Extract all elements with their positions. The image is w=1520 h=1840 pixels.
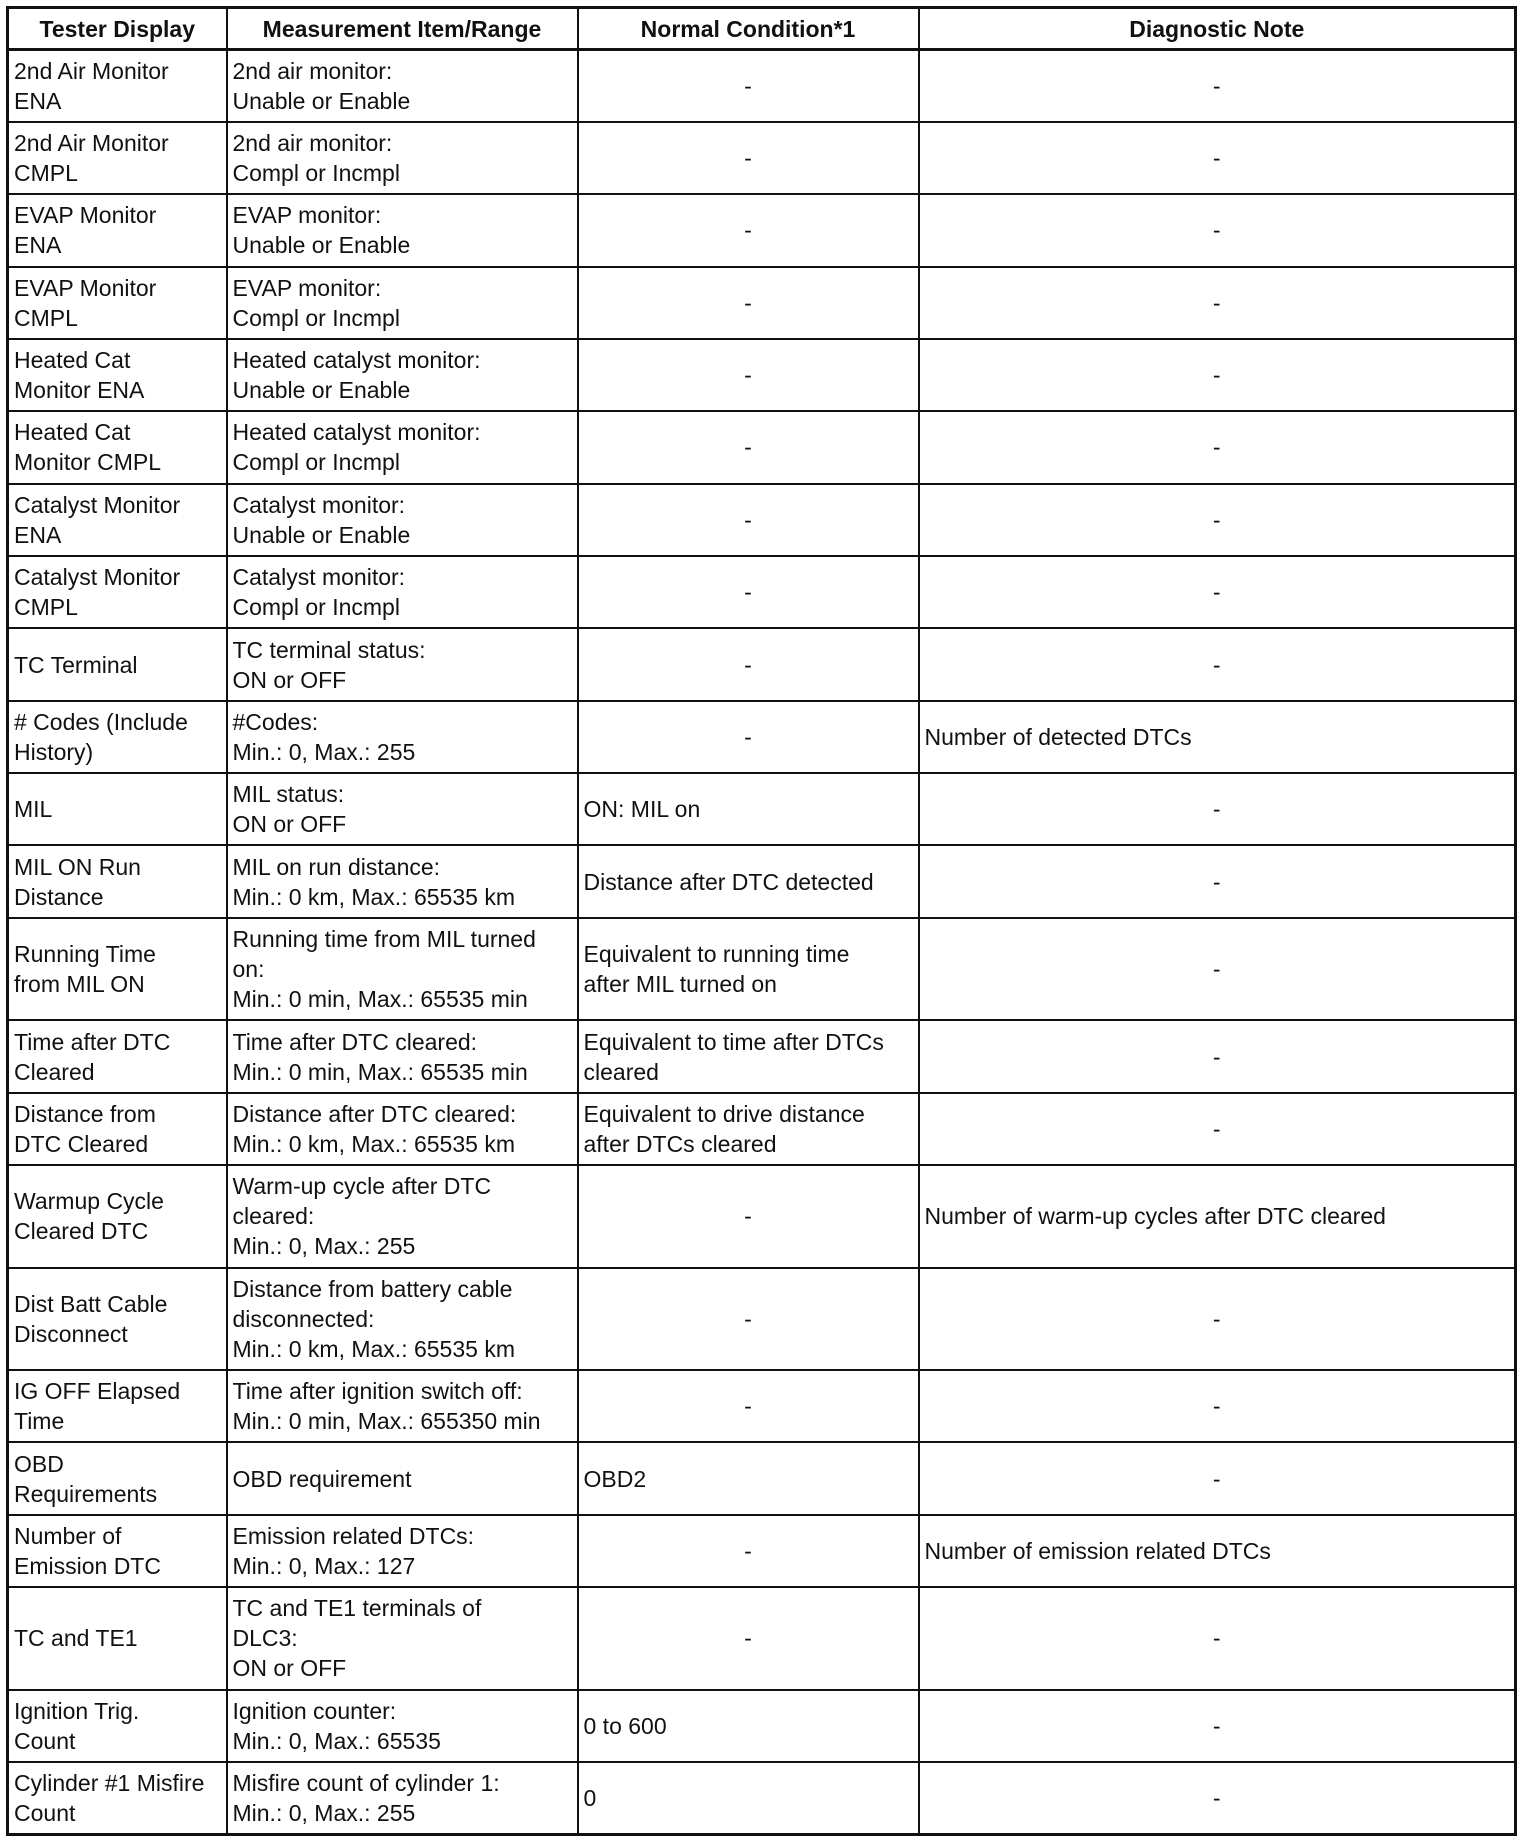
tester-display-cell bbox=[8, 1165, 227, 1268]
cell-text-line: IG OFF Elapsed bbox=[14, 1378, 181, 1405]
cell-text-line: - bbox=[744, 579, 752, 606]
cell-text-line: cleared bbox=[583, 1058, 659, 1085]
cell-text-line: EVAP Monitor bbox=[14, 274, 157, 301]
normal-condition-cell bbox=[578, 1020, 919, 1092]
cell-text-line: Unable or Enable bbox=[232, 87, 411, 114]
cell-text-line: Time after DTC bbox=[14, 1028, 171, 1055]
cell-text-line: Unable or Enable bbox=[232, 377, 411, 404]
cell-text-line: TC and TE1 terminals of bbox=[232, 1595, 482, 1622]
diagnostic-note-cell bbox=[919, 918, 1516, 1021]
diagnostic-note-cell bbox=[919, 484, 1516, 556]
tester-display-cell bbox=[8, 411, 227, 483]
cell-text-line: Min.: 0, Max.: 127 bbox=[232, 1552, 416, 1579]
cell-text-line: - bbox=[744, 289, 752, 316]
table-row bbox=[8, 50, 1516, 122]
cell-text-line: Unable or Enable bbox=[232, 521, 411, 548]
table-row bbox=[8, 1442, 1516, 1514]
normal-condition-cell bbox=[578, 1587, 919, 1690]
diagnostic-note-cell bbox=[919, 1690, 1516, 1762]
cell-text-line: TC terminal status: bbox=[232, 636, 426, 663]
measurement-range-cell bbox=[227, 918, 578, 1021]
header-tester-display: Tester Display bbox=[8, 8, 227, 50]
cell-text-line: Misfire count of cylinder 1: bbox=[232, 1770, 500, 1797]
cell-text-line: - bbox=[1212, 506, 1221, 533]
data-list-table bbox=[6, 6, 1517, 1836]
table-row bbox=[8, 1515, 1516, 1587]
cell-text-line: - bbox=[744, 1305, 752, 1332]
table-row bbox=[8, 194, 1516, 266]
cell-text-line: Compl or Incmpl bbox=[232, 594, 400, 621]
measurement-range-cell bbox=[227, 1587, 578, 1690]
cell-text-line: Min.: 0 km, Max.: 65535 km bbox=[232, 1335, 515, 1362]
cell-text-line: Min.: 0 km, Max.: 65535 km bbox=[232, 883, 515, 910]
tester-display-cell bbox=[8, 1587, 227, 1690]
cell-text-line: ENA bbox=[14, 232, 62, 259]
cell-text-line: - bbox=[1212, 1785, 1221, 1812]
table-row bbox=[8, 339, 1516, 411]
normal-condition-cell bbox=[578, 1690, 919, 1762]
cell-text-line: Emission DTC bbox=[14, 1552, 161, 1579]
tester-display-cell bbox=[8, 1515, 227, 1587]
cell-text-line: Time after DTC cleared: bbox=[232, 1028, 478, 1055]
cell-text-line: Dist Batt Cable bbox=[14, 1290, 168, 1317]
tester-display-cell bbox=[8, 484, 227, 556]
tester-display-cell bbox=[8, 1690, 227, 1762]
diagnostic-note-cell bbox=[919, 1587, 1516, 1690]
tester-display-cell bbox=[8, 267, 227, 339]
diagnostic-note-cell bbox=[919, 339, 1516, 411]
header-row bbox=[8, 8, 1516, 50]
document-page bbox=[6, 6, 1514, 1836]
cell-text-line: - bbox=[744, 651, 752, 678]
cell-text-line: - bbox=[1212, 145, 1221, 172]
normal-condition-cell bbox=[578, 1762, 919, 1834]
normal-condition-cell bbox=[578, 194, 919, 266]
cell-text-line: Catalyst monitor: bbox=[232, 564, 406, 591]
measurement-range-cell bbox=[227, 50, 578, 122]
measurement-range-cell bbox=[227, 1370, 578, 1442]
measurement-range-cell bbox=[227, 1690, 578, 1762]
diagnostic-note-cell bbox=[919, 1442, 1516, 1514]
cell-text-line: Number of bbox=[14, 1522, 122, 1549]
cell-text-line: - bbox=[1212, 579, 1221, 606]
cell-text-line: Catalyst Monitor bbox=[14, 564, 181, 591]
tester-display-cell bbox=[8, 194, 227, 266]
tester-display-cell bbox=[8, 845, 227, 917]
cell-text-line: Equivalent to time after DTCs bbox=[583, 1028, 884, 1055]
normal-condition-cell bbox=[578, 1515, 919, 1587]
table-row bbox=[8, 1020, 1516, 1092]
cell-text-line: DLC3: bbox=[232, 1625, 298, 1652]
cell-text-line: Ignition counter: bbox=[232, 1697, 397, 1724]
diagnostic-note-cell bbox=[919, 1762, 1516, 1834]
cell-text-line: Disconnect bbox=[14, 1320, 128, 1347]
measurement-range-cell bbox=[227, 1165, 578, 1268]
cell-text-line: Distance after DTC detected bbox=[583, 868, 874, 895]
diagnostic-note-cell bbox=[919, 701, 1516, 773]
tester-display-cell bbox=[8, 122, 227, 194]
diagnostic-note-cell bbox=[919, 1093, 1516, 1165]
cell-text-line: # Codes (Include bbox=[14, 708, 188, 735]
normal-condition-cell bbox=[578, 267, 919, 339]
cell-text-line: Monitor CMPL bbox=[14, 449, 161, 476]
cell-text-line: Warmup Cycle bbox=[14, 1188, 164, 1215]
table-row bbox=[8, 773, 1516, 845]
table-row bbox=[8, 411, 1516, 483]
cell-text-line: Requirements bbox=[14, 1480, 158, 1507]
cell-text-line: Compl or Incmpl bbox=[232, 160, 400, 187]
cell-text-line: 2nd Air Monitor bbox=[14, 130, 169, 157]
measurement-range-cell bbox=[227, 484, 578, 556]
tester-display-cell bbox=[8, 701, 227, 773]
diagnostic-note-cell bbox=[919, 1268, 1516, 1371]
table-row bbox=[8, 1370, 1516, 1442]
cell-text-line: Cylinder #1 Misfire bbox=[14, 1770, 205, 1797]
cell-text-line: - bbox=[1212, 362, 1221, 389]
cell-text-line: - bbox=[1212, 1465, 1221, 1492]
cell-text-line: Compl or Incmpl bbox=[232, 449, 400, 476]
normal-condition-cell bbox=[578, 411, 919, 483]
cell-text-line: EVAP monitor: bbox=[232, 202, 382, 229]
diagnostic-note-cell bbox=[919, 50, 1516, 122]
cell-text-line: TC and TE1 bbox=[14, 1625, 138, 1652]
table-row bbox=[8, 1165, 1516, 1268]
header-normal-condition: Normal Condition*1 bbox=[578, 8, 919, 50]
cell-text-line: Monitor ENA bbox=[14, 377, 145, 404]
cell-text-line: - bbox=[1212, 434, 1221, 461]
table-row bbox=[8, 484, 1516, 556]
cell-text-line: 2nd air monitor: bbox=[232, 130, 393, 157]
table-body bbox=[8, 50, 1516, 1835]
cell-text-line: - bbox=[1212, 868, 1221, 895]
measurement-range-cell bbox=[227, 1762, 578, 1834]
cell-text-line: - bbox=[744, 1625, 752, 1652]
table-row bbox=[8, 701, 1516, 773]
cell-text-line: - bbox=[1212, 1393, 1221, 1420]
table-row bbox=[8, 845, 1516, 917]
cell-text-line: 2nd air monitor: bbox=[232, 57, 393, 84]
normal-condition-cell bbox=[578, 1370, 919, 1442]
tester-display-cell bbox=[8, 50, 227, 122]
diagnostic-note-cell bbox=[919, 1515, 1516, 1587]
cell-text-line: Catalyst Monitor bbox=[14, 491, 181, 518]
normal-condition-cell bbox=[578, 701, 919, 773]
cell-text-line: DTC Cleared bbox=[14, 1130, 149, 1157]
cell-text-line: - bbox=[1212, 1043, 1221, 1070]
cell-text-line: OBD2 bbox=[583, 1465, 647, 1492]
tester-display-cell bbox=[8, 1442, 227, 1514]
normal-condition-cell bbox=[578, 1165, 919, 1268]
measurement-range-cell bbox=[227, 1020, 578, 1092]
cell-text-line: Min.: 0, Max.: 255 bbox=[232, 1233, 416, 1260]
cell-text-line: Warm-up cycle after DTC bbox=[232, 1173, 492, 1200]
cell-text-line: Emission related DTCs: bbox=[232, 1522, 475, 1549]
measurement-range-cell bbox=[227, 1268, 578, 1371]
header-diagnostic-note: Diagnostic Note bbox=[919, 8, 1516, 50]
cell-text-line: Number of emission related DTCs bbox=[924, 1537, 1271, 1564]
diagnostic-note-cell bbox=[919, 411, 1516, 483]
normal-condition-cell bbox=[578, 918, 919, 1021]
measurement-range-cell bbox=[227, 1515, 578, 1587]
cell-text-line: - bbox=[1212, 1115, 1221, 1142]
cell-text-line: Heated catalyst monitor: bbox=[232, 347, 481, 374]
table-row bbox=[8, 1268, 1516, 1371]
measurement-range-cell bbox=[227, 122, 578, 194]
measurement-range-cell bbox=[227, 339, 578, 411]
tester-display-cell bbox=[8, 1093, 227, 1165]
measurement-range-cell bbox=[227, 556, 578, 628]
cell-text-line: Min.: 0 min, Max.: 65535 min bbox=[232, 1058, 528, 1085]
table-row bbox=[8, 556, 1516, 628]
cell-text-line: MIL ON Run bbox=[14, 853, 141, 880]
normal-condition-cell bbox=[578, 1442, 919, 1514]
cell-text-line: MIL bbox=[14, 796, 53, 823]
measurement-range-cell bbox=[227, 628, 578, 700]
cell-text-line: cleared: bbox=[232, 1203, 315, 1230]
cell-text-line: Running Time bbox=[14, 941, 156, 968]
cell-text-line: Cleared bbox=[14, 1058, 95, 1085]
cell-text-line: Min.: 0, Max.: 255 bbox=[232, 1800, 416, 1827]
cell-text-line: Number of detected DTCs bbox=[924, 723, 1192, 750]
cell-text-line: Min.: 0 min, Max.: 655350 min bbox=[232, 1408, 541, 1435]
tester-display-cell bbox=[8, 339, 227, 411]
cell-text-line: MIL on run distance: bbox=[232, 853, 441, 880]
cell-text-line: Count bbox=[14, 1727, 76, 1754]
diagnostic-note-cell bbox=[919, 194, 1516, 266]
measurement-range-cell bbox=[227, 701, 578, 773]
cell-text-line: CMPL bbox=[14, 160, 78, 187]
normal-condition-cell bbox=[578, 1268, 919, 1371]
cell-text-line: Time bbox=[14, 1408, 65, 1435]
measurement-range-cell bbox=[227, 194, 578, 266]
tester-display-cell bbox=[8, 628, 227, 700]
cell-text-line: History) bbox=[14, 738, 94, 765]
cell-text-line: Count bbox=[14, 1800, 76, 1827]
cell-text-line: after MIL turned on bbox=[583, 971, 777, 998]
cell-text-line: disconnected: bbox=[232, 1305, 375, 1332]
cell-text-line: Heated Cat bbox=[14, 419, 131, 446]
tester-display-cell bbox=[8, 556, 227, 628]
cell-text-line: - bbox=[1212, 796, 1221, 823]
cell-text-line: Heated Cat bbox=[14, 347, 131, 374]
cell-text-line: - bbox=[744, 1203, 752, 1230]
cell-text-line: - bbox=[744, 362, 752, 389]
table-row bbox=[8, 918, 1516, 1021]
cell-text-line: Time after ignition switch off: bbox=[232, 1378, 523, 1405]
cell-text-line: MIL status: bbox=[232, 781, 345, 808]
cell-text-line: ENA bbox=[14, 521, 62, 548]
cell-text-line: - bbox=[1212, 1305, 1221, 1332]
cell-text-line: OBD bbox=[14, 1450, 64, 1477]
cell-text-line: Distance bbox=[14, 883, 104, 910]
tester-display-cell bbox=[8, 1370, 227, 1442]
cell-text-line: Cleared DTC bbox=[14, 1218, 149, 1245]
cell-text-line: - bbox=[1212, 1625, 1221, 1652]
tester-display-cell bbox=[8, 1762, 227, 1834]
normal-condition-cell bbox=[578, 556, 919, 628]
cell-text-line: 0 bbox=[583, 1785, 597, 1812]
diagnostic-note-cell bbox=[919, 556, 1516, 628]
normal-condition-cell bbox=[578, 773, 919, 845]
diagnostic-note-cell bbox=[919, 845, 1516, 917]
diagnostic-note-cell bbox=[919, 773, 1516, 845]
normal-condition-cell bbox=[578, 628, 919, 700]
normal-condition-cell bbox=[578, 339, 919, 411]
cell-text-line: - bbox=[744, 72, 752, 99]
diagnostic-note-cell bbox=[919, 628, 1516, 700]
normal-condition-cell bbox=[578, 50, 919, 122]
diagnostic-note-cell bbox=[919, 122, 1516, 194]
cell-text-line: ENA bbox=[14, 87, 62, 114]
tester-display-cell bbox=[8, 773, 227, 845]
normal-condition-cell bbox=[578, 122, 919, 194]
cell-text-line: Running time from MIL turned bbox=[232, 926, 536, 953]
cell-text-line: Equivalent to running time bbox=[583, 941, 850, 968]
cell-text-line: - bbox=[744, 145, 752, 172]
diagnostic-note-cell bbox=[919, 1020, 1516, 1092]
cell-text-line: Min.: 0 km, Max.: 65535 km bbox=[232, 1130, 515, 1157]
cell-text-line: CMPL bbox=[14, 594, 78, 621]
measurement-range-cell bbox=[227, 773, 578, 845]
cell-text-line: Unable or Enable bbox=[232, 232, 411, 259]
table-row bbox=[8, 1587, 1516, 1690]
cell-text-line: - bbox=[1212, 651, 1221, 678]
cell-text-line: Number of warm-up cycles after DTC cleared bbox=[924, 1203, 1386, 1230]
tester-display-cell bbox=[8, 1020, 227, 1092]
cell-text-line: EVAP monitor: bbox=[232, 274, 382, 301]
table-row bbox=[8, 628, 1516, 700]
cell-text-line: on: bbox=[232, 956, 265, 983]
cell-text-line: after DTCs cleared bbox=[583, 1130, 777, 1157]
measurement-range-cell bbox=[227, 845, 578, 917]
cell-text-line: 2nd Air Monitor bbox=[14, 57, 169, 84]
measurement-range-cell bbox=[227, 1093, 578, 1165]
cell-text-line: - bbox=[744, 434, 752, 461]
cell-text-line: Equivalent to drive distance bbox=[583, 1100, 865, 1127]
cell-text-line: - bbox=[744, 723, 752, 750]
cell-text-line: - bbox=[1212, 956, 1221, 983]
cell-text-line: - bbox=[744, 506, 752, 533]
cell-text-line: CMPL bbox=[14, 304, 78, 331]
cell-text-line: Distance after DTC cleared: bbox=[232, 1100, 517, 1127]
cell-text-line: - bbox=[744, 1393, 752, 1420]
cell-text-line: - bbox=[1212, 289, 1221, 316]
cell-text-line: EVAP Monitor bbox=[14, 202, 157, 229]
measurement-range-cell bbox=[227, 411, 578, 483]
table-row bbox=[8, 122, 1516, 194]
cell-text-line: Ignition Trig. bbox=[14, 1697, 140, 1724]
cell-text-line: Heated catalyst monitor: bbox=[232, 419, 481, 446]
cell-text-line: ON or OFF bbox=[232, 1655, 347, 1682]
tester-display-cell bbox=[8, 918, 227, 1021]
diagnostic-note-cell bbox=[919, 267, 1516, 339]
cell-text-line: ON or OFF bbox=[232, 666, 347, 693]
cell-text-line: Min.: 0, Max.: 255 bbox=[232, 738, 416, 765]
cell-text-line: #Codes: bbox=[232, 708, 319, 735]
cell-text-line: - bbox=[1212, 72, 1221, 99]
normal-condition-cell bbox=[578, 845, 919, 917]
tester-display-cell bbox=[8, 1268, 227, 1371]
cell-text-line: Min.: 0, Max.: 65535 bbox=[232, 1727, 441, 1754]
cell-text-line: Min.: 0 min, Max.: 65535 min bbox=[232, 986, 528, 1013]
normal-condition-cell bbox=[578, 1093, 919, 1165]
cell-text-line: Compl or Incmpl bbox=[232, 304, 400, 331]
cell-text-line: - bbox=[1212, 1712, 1221, 1739]
table-row bbox=[8, 1093, 1516, 1165]
table-row bbox=[8, 267, 1516, 339]
cell-text-line: ON: MIL on bbox=[583, 796, 701, 823]
cell-text-line: Distance from bbox=[14, 1100, 156, 1127]
cell-text-line: - bbox=[1212, 217, 1221, 244]
diagnostic-note-cell bbox=[919, 1370, 1516, 1442]
table-row bbox=[8, 1690, 1516, 1762]
cell-text-line: - bbox=[744, 1537, 752, 1564]
cell-text-line: Distance from battery cable bbox=[232, 1275, 513, 1302]
cell-text-line: Catalyst monitor: bbox=[232, 491, 406, 518]
cell-text-line: 0 to 600 bbox=[583, 1712, 667, 1739]
cell-text-line: from MIL ON bbox=[14, 971, 145, 998]
measurement-range-cell bbox=[227, 267, 578, 339]
measurement-range-cell bbox=[227, 1442, 578, 1514]
cell-text-line: OBD requirement bbox=[232, 1465, 412, 1492]
diagnostic-note-cell bbox=[919, 1165, 1516, 1268]
table-row bbox=[8, 1762, 1516, 1834]
normal-condition-cell bbox=[578, 484, 919, 556]
cell-text-line: ON or OFF bbox=[232, 811, 347, 838]
cell-text-line: - bbox=[744, 217, 752, 244]
cell-text-line: TC Terminal bbox=[14, 651, 138, 678]
header-measurement-item-range: Measurement Item/Range bbox=[227, 8, 578, 50]
